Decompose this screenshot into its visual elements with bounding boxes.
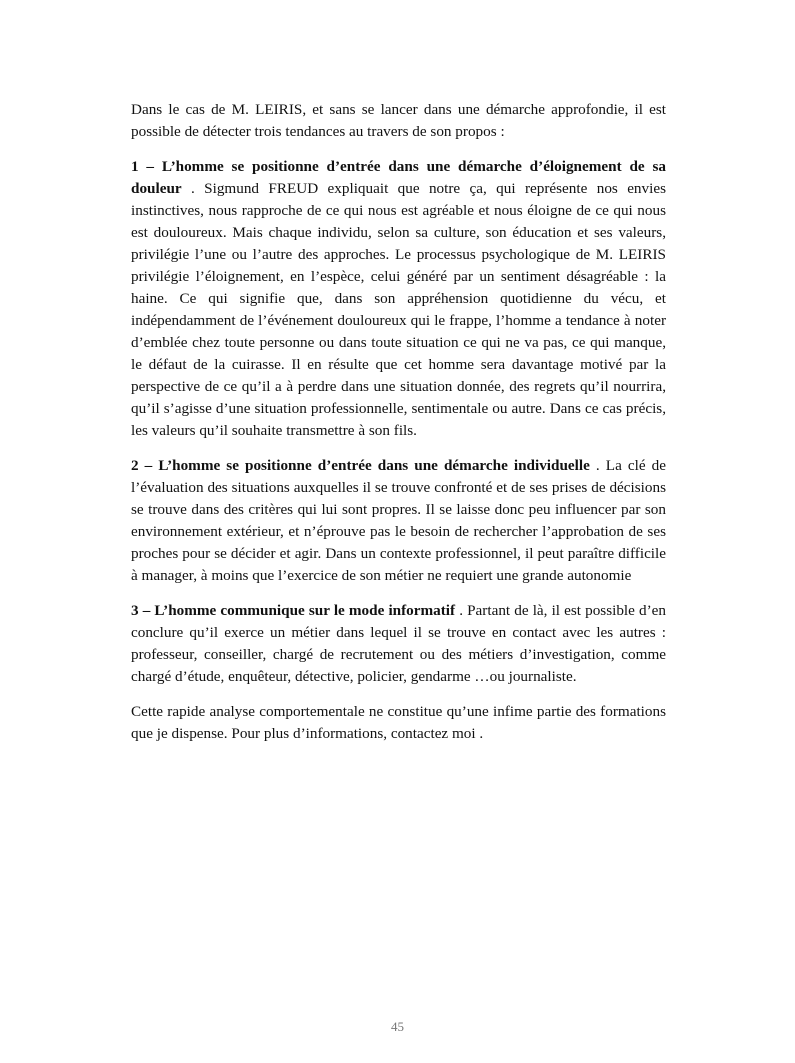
point-2-heading: 2 – L’homme se positionne d’entrée dans une démarche individuelle	[131, 457, 590, 474]
point-2-paragraph	[131, 455, 666, 587]
page-body	[131, 99, 666, 745]
point-3-paragraph	[131, 600, 666, 688]
intro-paragraph: Dans le cas de M. LEIRIS, et sans se lancer dans une démarche approfondie, il est possible de détecter trois tendances au travers de son propos :	[131, 101, 666, 140]
point-1-heading: 1 – L’homme se positionne d’entrée dans une démarche d’éloignement de sa douleur	[131, 158, 666, 197]
point-1-text: . Sigmund FREUD expliquait que notre ça, qui représente nos envies instinctives, nous rapproche de ce qui nous est agréable et nous éloigne de ce qui nous est douloureux. Mais chaque individu, selon sa culture, son éducation et ses valeurs, privilégie l’une ou l’autre des approches. Le processus psychologique de M. LEIRIS privilégie l’éloignement, en l’espèce, celui généré par un sentiment désagréable : la haine. Ce qui signifie que, dans son appréhension quotidienne du vécu, et indépendamment de l’événement douloureux qui le frappe, l’homme a tendance à noter d’emblée chez toute personne ou dans toute situation ce qui ne va pas, ce qui manque, le défaut de la cuirasse. Il en résulte que cet homme sera davantage motivé par la perspective de ce qu’il a à perdre dans une situation donnée, des regrets qu’il nourrira, qu’il s’agisse d’une situation professionnelle, sentimentale ou autre. Dans ce cas précis, les valeurs qu’il souhaite transmettre à son fils.	[131, 180, 666, 439]
point-1-paragraph	[131, 156, 666, 442]
point-3-text: . Partant de là, il est possible d’en conclure qu’il exerce un métier dans lequel il se trouve en contact avec les autres : professeur, conseiller, chargé de recrutement ou des métiers d’investigation, comme chargé d’étude, enquêteur, détective, policier, gendarme …ou journaliste.	[131, 602, 666, 685]
point-3-heading: 3 – L’homme communique sur le mode informatif	[131, 602, 456, 619]
point-2-text: . La clé de l’évaluation des situations auxquelles il se trouve confronté et de ses prises de décisions se trouve dans des critères qui lui sont propres. Il se laisse donc peu influencer par son environnement extérieur, et n’éprouve pas le besoin de rechercher l’approbation de ses proches pour se décider et agir. Dans un contexte professionnel, il peut paraître difficile à manager, à moins que l’exercice de son métier ne requiert une grande autonomie	[131, 457, 666, 584]
page-number: 45	[391, 1019, 404, 1034]
closing-paragraph: Cette rapide analyse comportementale ne constitue qu’une infime partie des formations que je dispense. Pour plus d’informations, contactez moi .	[131, 703, 666, 742]
